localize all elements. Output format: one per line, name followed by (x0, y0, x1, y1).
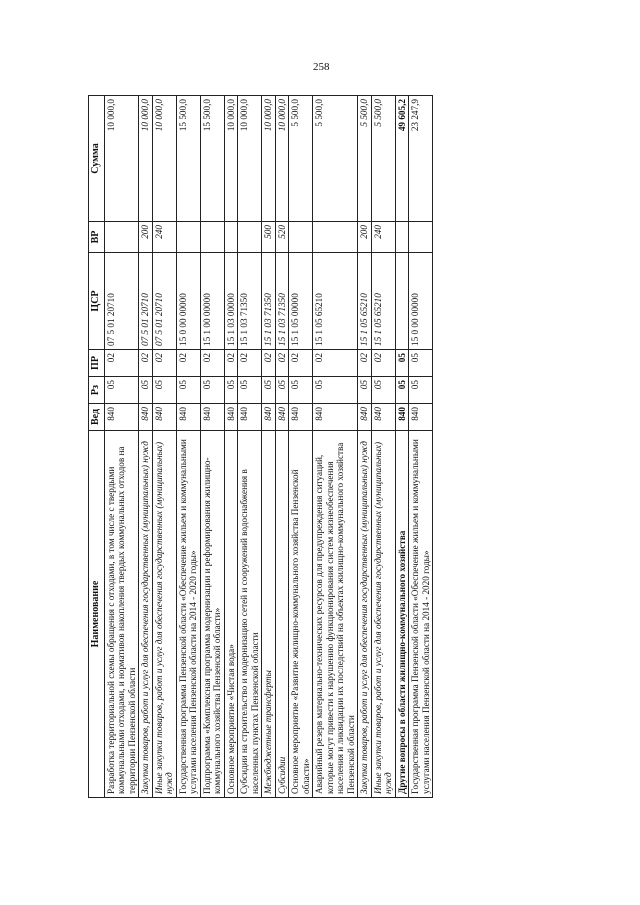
rotated-sheet (88, 96, 522, 798)
cell-rz: 05 (152, 377, 176, 404)
cell-name: Основное мероприятие «Развитие жилищно-коммунального хозяйства Пензенской области» (289, 431, 313, 798)
cell-name: Подпрограмма «Комплексная программа модернизации и реформирования жилищно-коммунального хозяйства Пензенской области» (200, 431, 224, 798)
cell-name: Иные закупки товаров, работ и услуг для обеспечения государственных (муниципальных) нужд (371, 431, 395, 798)
cell-pr: 02 (313, 350, 358, 377)
cell-rz: 05 (176, 377, 200, 404)
cell-vr: 520 (275, 222, 289, 253)
table-header-row (89, 96, 105, 798)
table-row (200, 96, 224, 798)
cell-sum: 15 500,0 (176, 96, 200, 222)
cell-csr: 07 5 01 20710 (152, 253, 176, 350)
budget-table (88, 95, 433, 798)
cell-vr (289, 222, 313, 253)
cell-csr: 15 0 00 00000 (176, 253, 200, 350)
cell-name: Межбюджетные трансферты (262, 431, 276, 798)
cell-ved: 840 (395, 404, 409, 431)
table-row (139, 96, 153, 798)
cell-sum: 5 500,0 (289, 96, 313, 222)
cell-vr (200, 222, 224, 253)
table-row (176, 96, 200, 798)
cell-ved: 840 (200, 404, 224, 431)
cell-csr: 15 1 05 00000 (289, 253, 313, 350)
table-row (238, 96, 262, 798)
cell-sum: 23 247,9 (409, 96, 433, 222)
cell-pr: 02 (224, 350, 238, 377)
cell-csr: 15 1 03 71350 (275, 253, 289, 350)
cell-name: Аварийный резерв материально-технических ресурсов для предупреждения ситуаций, которые могут привести к нарушению функционирования систем жизнеобеспечения населения и ликвидации их последствий на объектах жилищно-коммунального хозяйства Пензенской области (313, 431, 358, 798)
cell-vr (313, 222, 358, 253)
table-body (104, 96, 433, 798)
header-ved: Вед (89, 404, 105, 431)
header-vr: ВР (89, 222, 105, 253)
cell-csr: 15 1 05 65210 (313, 253, 358, 350)
cell-sum: 10 000,0 (152, 96, 176, 222)
cell-ved: 840 (104, 404, 139, 431)
cell-pr: 05 (395, 350, 409, 377)
table-row (104, 96, 139, 798)
cell-ved: 840 (224, 404, 238, 431)
table-row (275, 96, 289, 798)
cell-rz: 05 (104, 377, 139, 404)
cell-sum: 15 500,0 (200, 96, 224, 222)
cell-sum: 10 000,0 (139, 96, 153, 222)
cell-ved: 840 (176, 404, 200, 431)
cell-vr: 200 (139, 222, 153, 253)
cell-ved: 840 (358, 404, 372, 431)
cell-ved: 840 (371, 404, 395, 431)
cell-rz: 05 (139, 377, 153, 404)
cell-pr: 02 (104, 350, 139, 377)
cell-vr: 500 (262, 222, 276, 253)
table-row (358, 96, 372, 798)
header-rz: Рз (89, 377, 105, 404)
table-row (152, 96, 176, 798)
cell-rz: 05 (238, 377, 262, 404)
cell-ved: 840 (409, 404, 433, 431)
table-row (313, 96, 358, 798)
table-row (371, 96, 395, 798)
cell-name: Основное мероприятие «Чистая вода» (224, 431, 238, 798)
cell-pr: 02 (200, 350, 224, 377)
cell-sum: 10 000,0 (224, 96, 238, 222)
cell-pr: 02 (358, 350, 372, 377)
cell-pr: 05 (409, 350, 433, 377)
cell-ved: 840 (238, 404, 262, 431)
table-container (88, 96, 522, 798)
cell-rz: 05 (371, 377, 395, 404)
cell-pr: 02 (152, 350, 176, 377)
cell-csr: 15 1 03 71350 (238, 253, 262, 350)
cell-sum: 10 000,0 (262, 96, 276, 222)
table-row (395, 96, 409, 798)
page-number: 258 (313, 61, 330, 73)
cell-ved: 840 (275, 404, 289, 431)
cell-sum: 5 500,0 (371, 96, 395, 222)
cell-rz: 05 (200, 377, 224, 404)
cell-sum: 49 605,2 (395, 96, 409, 222)
cell-rz: 05 (358, 377, 372, 404)
cell-pr: 02 (139, 350, 153, 377)
table-row (224, 96, 238, 798)
cell-ved: 840 (289, 404, 313, 431)
cell-vr (176, 222, 200, 253)
cell-rz: 05 (224, 377, 238, 404)
cell-pr: 02 (238, 350, 262, 377)
cell-pr: 02 (371, 350, 395, 377)
cell-sum: 10 000,0 (104, 96, 139, 222)
cell-ved: 840 (262, 404, 276, 431)
cell-csr: 15 1 05 65210 (371, 253, 395, 350)
header-pr: ПР (89, 350, 105, 377)
cell-pr: 02 (176, 350, 200, 377)
cell-pr: 02 (262, 350, 276, 377)
cell-vr (409, 222, 433, 253)
cell-sum: 5 500,0 (313, 96, 358, 222)
cell-ved: 840 (152, 404, 176, 431)
cell-vr (395, 222, 409, 253)
cell-csr: 07 5 01 20710 (104, 253, 139, 350)
cell-csr: 15 1 03 71350 (262, 253, 276, 350)
cell-csr: 15 1 00 00000 (200, 253, 224, 350)
cell-rz: 05 (409, 377, 433, 404)
cell-name: Государственная программа Пензенской области «Обеспечение жильем и коммунальными услугами населения Пензенской области на 2014 - 2020 годы» (176, 431, 200, 798)
cell-pr: 02 (275, 350, 289, 377)
cell-sum: 10 000,0 (275, 96, 289, 222)
cell-vr (238, 222, 262, 253)
cell-rz: 05 (395, 377, 409, 404)
cell-name: Государственная программа Пензенской области «Обеспечение жильем и коммунальными услугами населения Пензенской области на 2014 - 2020 годы» (409, 431, 433, 798)
table-row (289, 96, 313, 798)
cell-name: Субсидии (275, 431, 289, 798)
cell-csr: 15 0 00 00000 (409, 253, 433, 350)
table-row (409, 96, 433, 798)
cell-vr: 240 (371, 222, 395, 253)
cell-ved: 840 (313, 404, 358, 431)
cell-name: Разработка территориальной схемы обращения с отходами, в том числе с твердыми коммунальными отходами, и нормативов накопления твердых коммунальных отходов на территории Пензенской области (104, 431, 139, 798)
cell-name: Закупка товаров, работ и услуг для обеспечения государственных (муниципальных) нужд (358, 431, 372, 798)
cell-ved: 840 (139, 404, 153, 431)
cell-sum: 5 500,0 (358, 96, 372, 222)
cell-pr: 02 (289, 350, 313, 377)
cell-rz: 05 (313, 377, 358, 404)
cell-name: Другие вопросы в области жилищно-коммунального хозяйства (395, 431, 409, 798)
cell-vr (104, 222, 139, 253)
header-csr: ЦСР (89, 253, 105, 350)
cell-vr: 240 (152, 222, 176, 253)
cell-rz: 05 (289, 377, 313, 404)
cell-sum: 10 000,0 (238, 96, 262, 222)
cell-name: Субсидии на строительство и модернизацию сетей и сооружений водоснабжения в населенных пунктах Пензенской области (238, 431, 262, 798)
cell-csr: 07 5 01 20710 (139, 253, 153, 350)
header-name: Наименование (89, 431, 105, 798)
cell-rz: 05 (262, 377, 276, 404)
cell-csr (395, 253, 409, 350)
cell-csr: 15 1 05 65210 (358, 253, 372, 350)
cell-vr (224, 222, 238, 253)
cell-name: Закупка товаров, работ и услуг для обеспечения государственных (муниципальных) нужд (139, 431, 153, 798)
cell-name: Иные закупки товаров, работ и услуг для обеспечения государственных (муниципальных) нужд (152, 431, 176, 798)
cell-csr: 15 1 03 00000 (224, 253, 238, 350)
table-row (262, 96, 276, 798)
cell-vr: 200 (358, 222, 372, 253)
cell-rz: 05 (275, 377, 289, 404)
header-sum: Сумма (89, 96, 105, 222)
